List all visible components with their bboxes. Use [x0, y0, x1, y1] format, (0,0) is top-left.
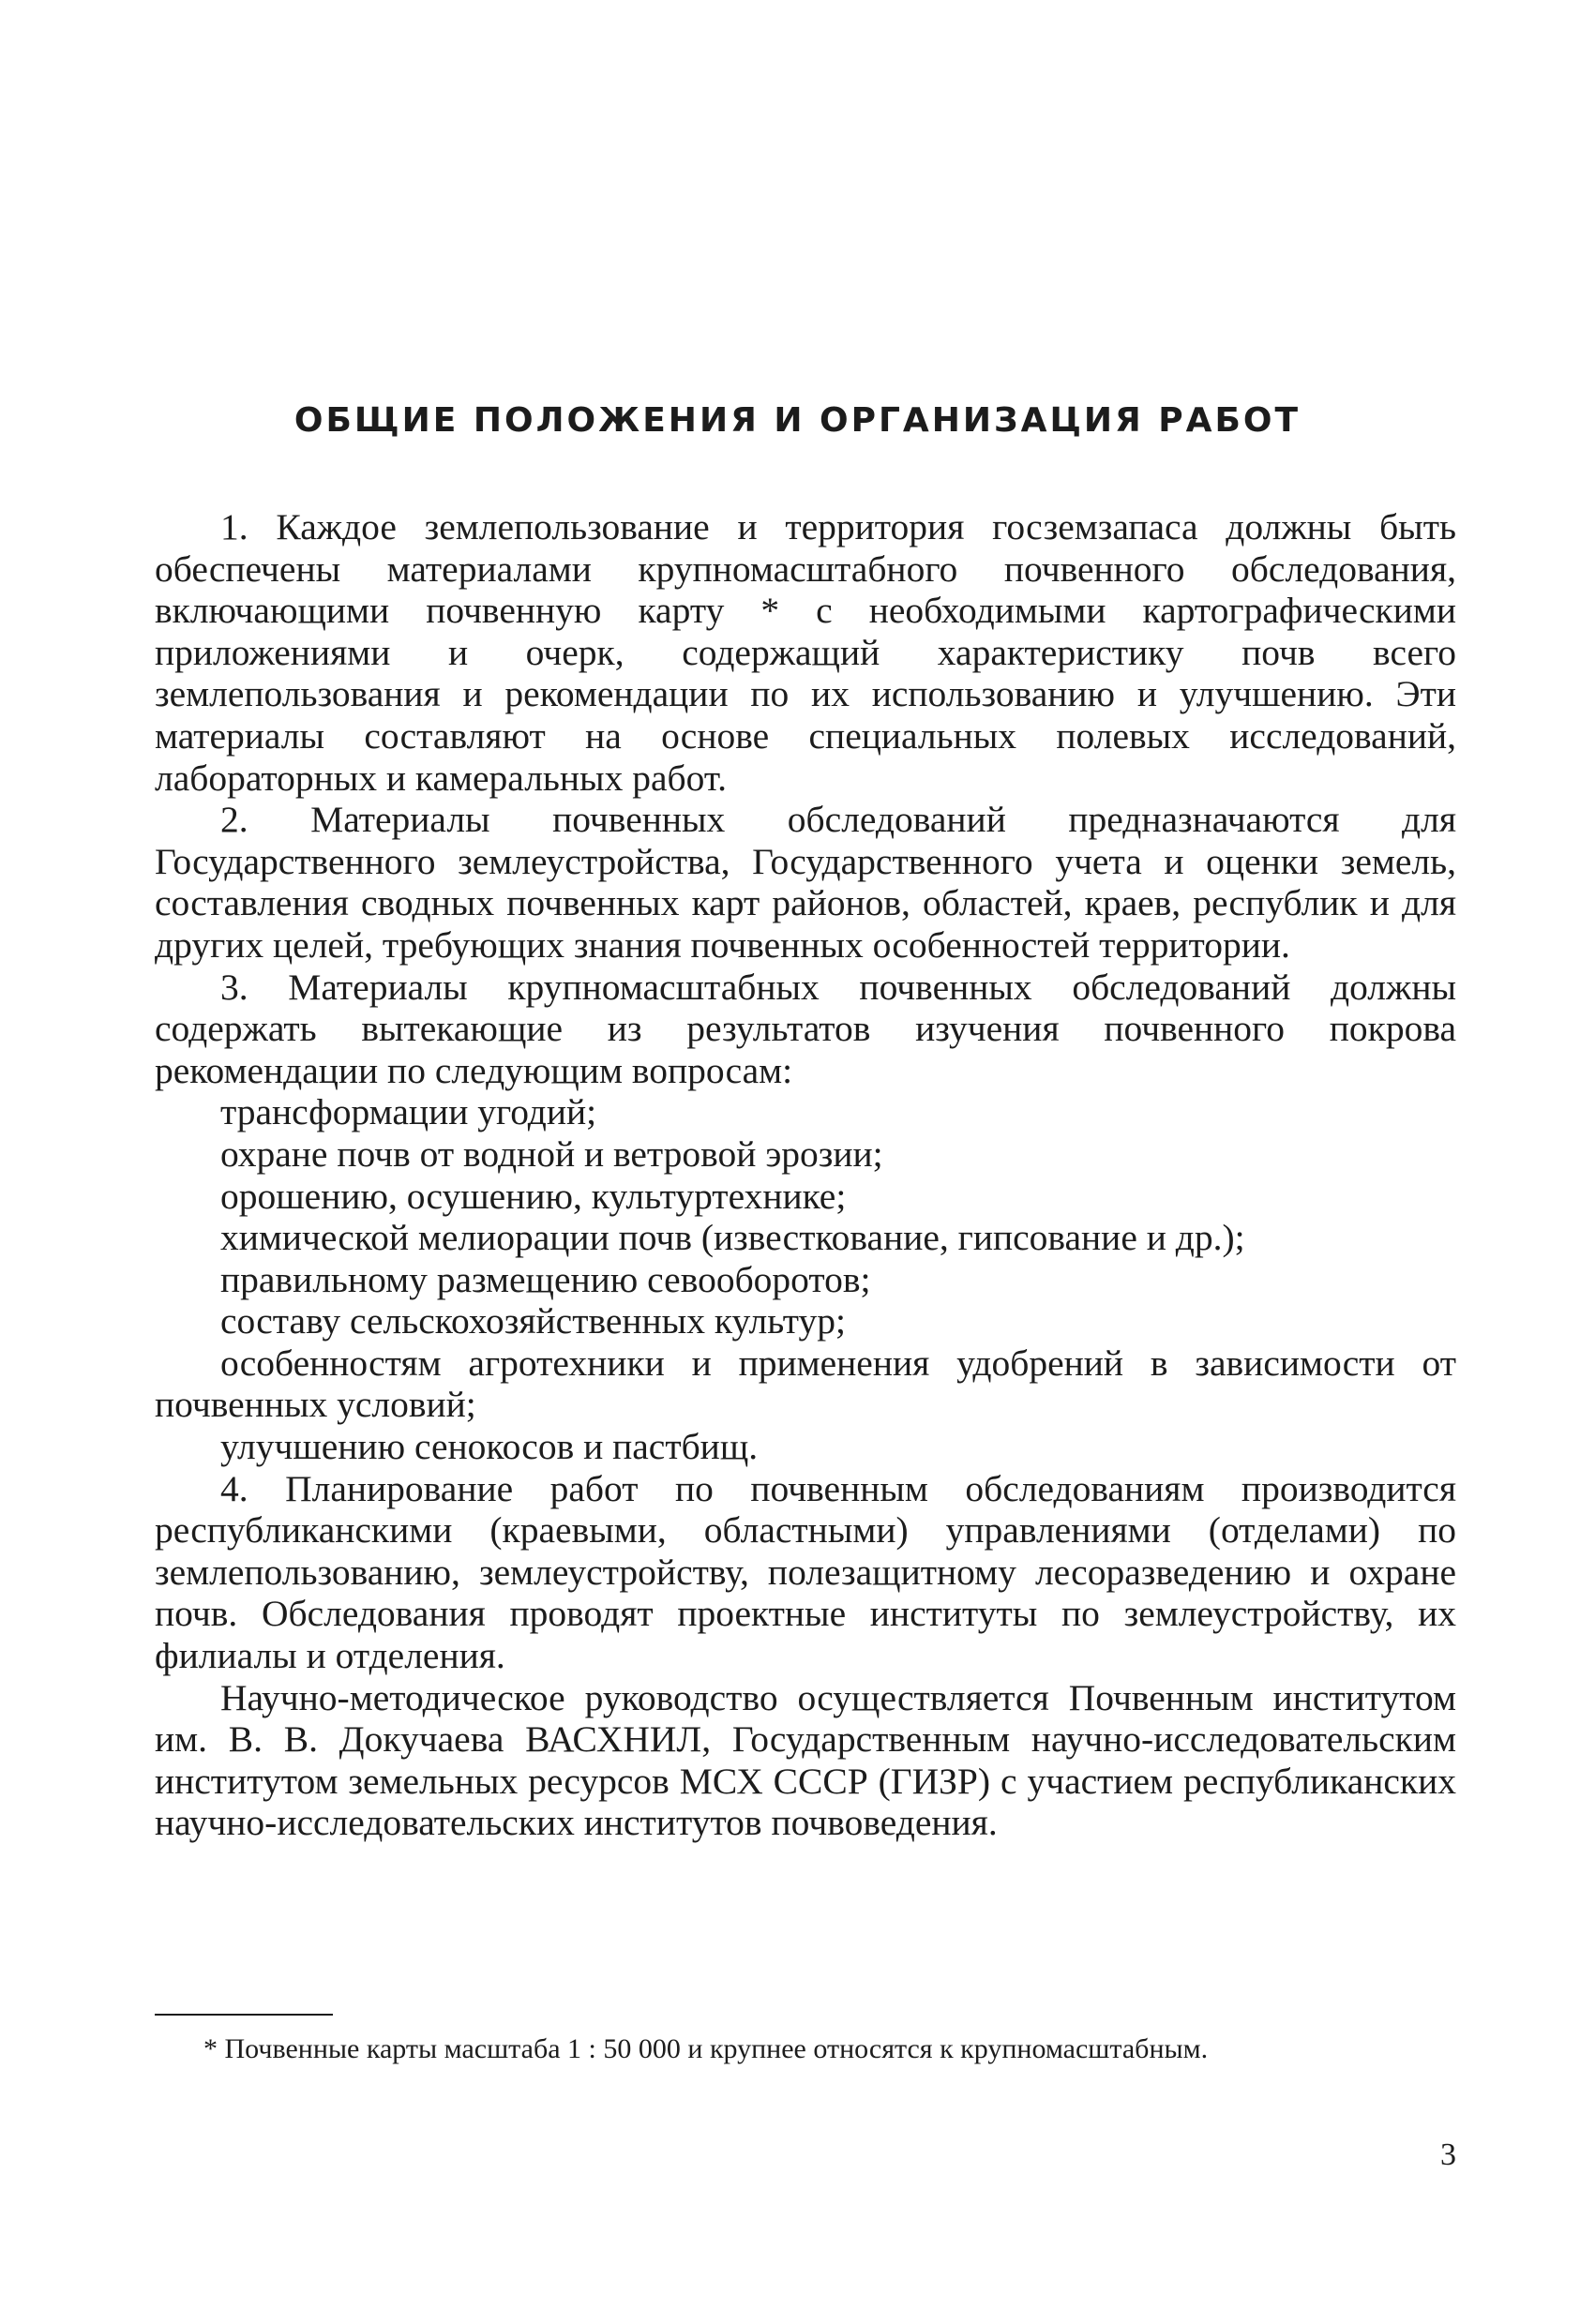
recommendations-list — [155, 1091, 1456, 1467]
list-item: охране почв от водной и ветровой эрозии; — [220, 1132, 883, 1175]
list-item: правильному размещению севооборотов; — [220, 1258, 871, 1300]
page-number: 3 — [1440, 2137, 1456, 2172]
paragraph-2: 2. Материалы почвенных обследований предназначаются для Государственного землеустройства, Государственного учета и оценки земель, составления сводных почвенных карт районов, областей, краев, республик и для других целей, требующих знания почвенных особенностей территории. — [155, 799, 1456, 966]
paragraph-1: 1. Каждое землепользование и территория госземзапаса должны быть обеспечены материалами крупномасштабного почвенного обследования, включающими почвенную карту * с необходимыми картографическими приложениями и очерк, содержащий характеристику почв всего землепользования и рекомендации по их использованию и улучшению. Эти материалы составляют на основе специальных полевых исследований, лабораторных и камеральных работ. — [155, 506, 1456, 799]
list-item: составу сельскохозяйственных культур; — [220, 1300, 846, 1342]
paragraph-4: 4. Планирование работ по почвенным обследованиям производится республиканскими (краевыми, областными) управлениями (отделами) по землепользованию, землеустройству, полезащитному лесоразведению и охране почв. Обследования проводят проектные институты по землеустройству, их филиалы и отделения. — [155, 1467, 1456, 1677]
paragraph-3: 3. Материалы крупномасштабных почвенных обследований должны содержать вытекающие из результатов изучения почвенного покрова рекомендации по следующим вопросам: — [155, 966, 1456, 1091]
paragraph-5: Научно-методическое руководство осуществляется Почвенным институтом им. В. В. Докучаева ВАСХНИЛ, Государственным научно-исследовательским институтом земельных ресурсов МСХ СССР (ГИЗР) с участием республиканских научно-исследовательских институтов почвоведения. — [155, 1676, 1456, 1844]
footnote-divider — [155, 2014, 333, 2016]
list-item: орошению, осушению, культуртехнике; — [220, 1175, 847, 1217]
footnote: * Почвенные карты масштаба 1 : 50 000 и крупнее относятся к крупномасштабным. — [203, 2033, 1209, 2064]
list-item: улучшению сенокосов и пастбищ. — [220, 1426, 759, 1468]
section-heading: ОБЩИЕ ПОЛОЖЕНИЯ И ОРГАНИЗАЦИЯ РАБОТ — [293, 401, 1302, 440]
list-item: особенностям агротехники и применения удобрений в зависимости от почвенных условий; — [155, 1342, 1456, 1426]
list-item: химической мелиорации почв (известкование, гипсование и др.); — [220, 1217, 1245, 1259]
body-text — [155, 506, 1456, 1844]
list-item: трансформации угодий; — [220, 1091, 597, 1133]
